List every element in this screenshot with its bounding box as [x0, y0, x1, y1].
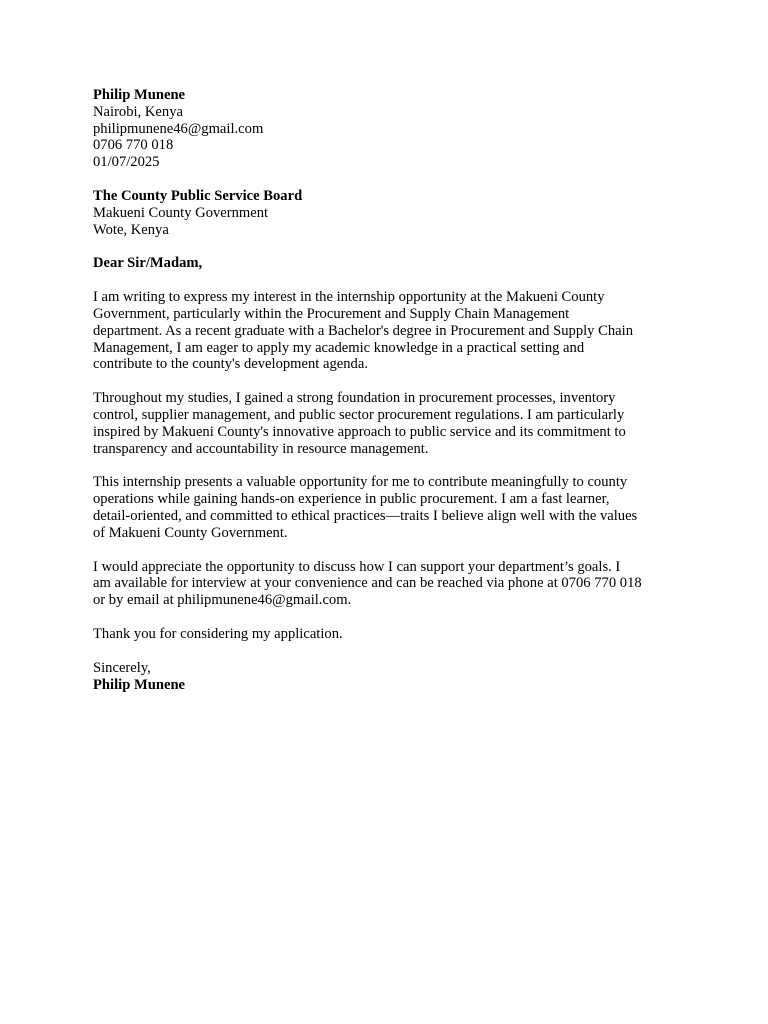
body-paragraph-1 [93, 289, 693, 373]
recipient-block [93, 188, 693, 238]
body-paragraph-2 [93, 390, 693, 457]
sender-location: Nairobi, Kenya [93, 103, 183, 120]
paragraph-line: am available for interview at your convenience and can be reached via phone at 0706 770 018 [93, 575, 642, 592]
recipient-organization: The County Public Service Board [93, 187, 303, 204]
paragraph-line: I would appreciate the opportunity to discuss how I can support your department’s goals. I [93, 558, 621, 575]
body-paragraph-5 [93, 626, 693, 643]
sender-name: Philip Munene [93, 87, 186, 103]
sender-email: philipmunene46@gmail.com [93, 120, 264, 137]
paragraph-line: detail-oriented, and committed to ethical practices—traits I believe align well with the values [93, 507, 638, 524]
paragraph-line: Thank you for considering my application. [93, 625, 343, 642]
paragraph-line: This internship presents a valuable opportunity for me to contribute meaningfully to county [93, 474, 628, 491]
recipient-location: Wote, Kenya [93, 221, 169, 238]
paragraph-line: contribute to the county's development agenda. [93, 356, 368, 373]
paragraph-line: control, supplier management, and public sector procurement regulations. I am particularly [93, 406, 625, 423]
sender-phone: 0706 770 018 [93, 137, 174, 154]
recipient-department: Makueni County Government [93, 204, 269, 221]
paragraph-line: or by email at philipmunene46@gmail.com. [93, 592, 352, 609]
paragraph-line: operations while gaining hands-on experience in public procurement. I am a fast learner, [93, 491, 610, 508]
paragraph-line: I am writing to express my interest in the internship opportunity at the Makueni County [93, 289, 605, 306]
paragraph-line: Management, I am eager to apply my academic knowledge in a practical setting and [93, 339, 585, 356]
paragraph-line: of Makueni County Government. [93, 524, 288, 541]
letter-date: 01/07/2025 [93, 154, 160, 171]
valediction: Sincerely, [93, 659, 151, 676]
paragraph-line: inspired by Makueni County's innovative approach to public service and its commitment to [93, 423, 626, 440]
signature-name: Philip Munene [93, 676, 186, 693]
body-paragraph-3 [93, 474, 693, 541]
body-paragraph-4 [93, 559, 693, 609]
paragraph-line: department. As a recent graduate with a Bachelor's degree in Procurement and Supply Chain [93, 322, 633, 339]
paragraph-line: transparency and accountability in resource management. [93, 440, 429, 457]
closing-block [93, 660, 693, 694]
paragraph-line: Government, particularly within the Procurement and Supply Chain Management [93, 305, 570, 322]
salutation: Dear Sir/Madam, [93, 255, 203, 272]
sender-block [93, 87, 693, 171]
letter-page [93, 87, 693, 710]
paragraph-line: Throughout my studies, I gained a strong foundation in procurement processes, inventory [93, 390, 616, 407]
